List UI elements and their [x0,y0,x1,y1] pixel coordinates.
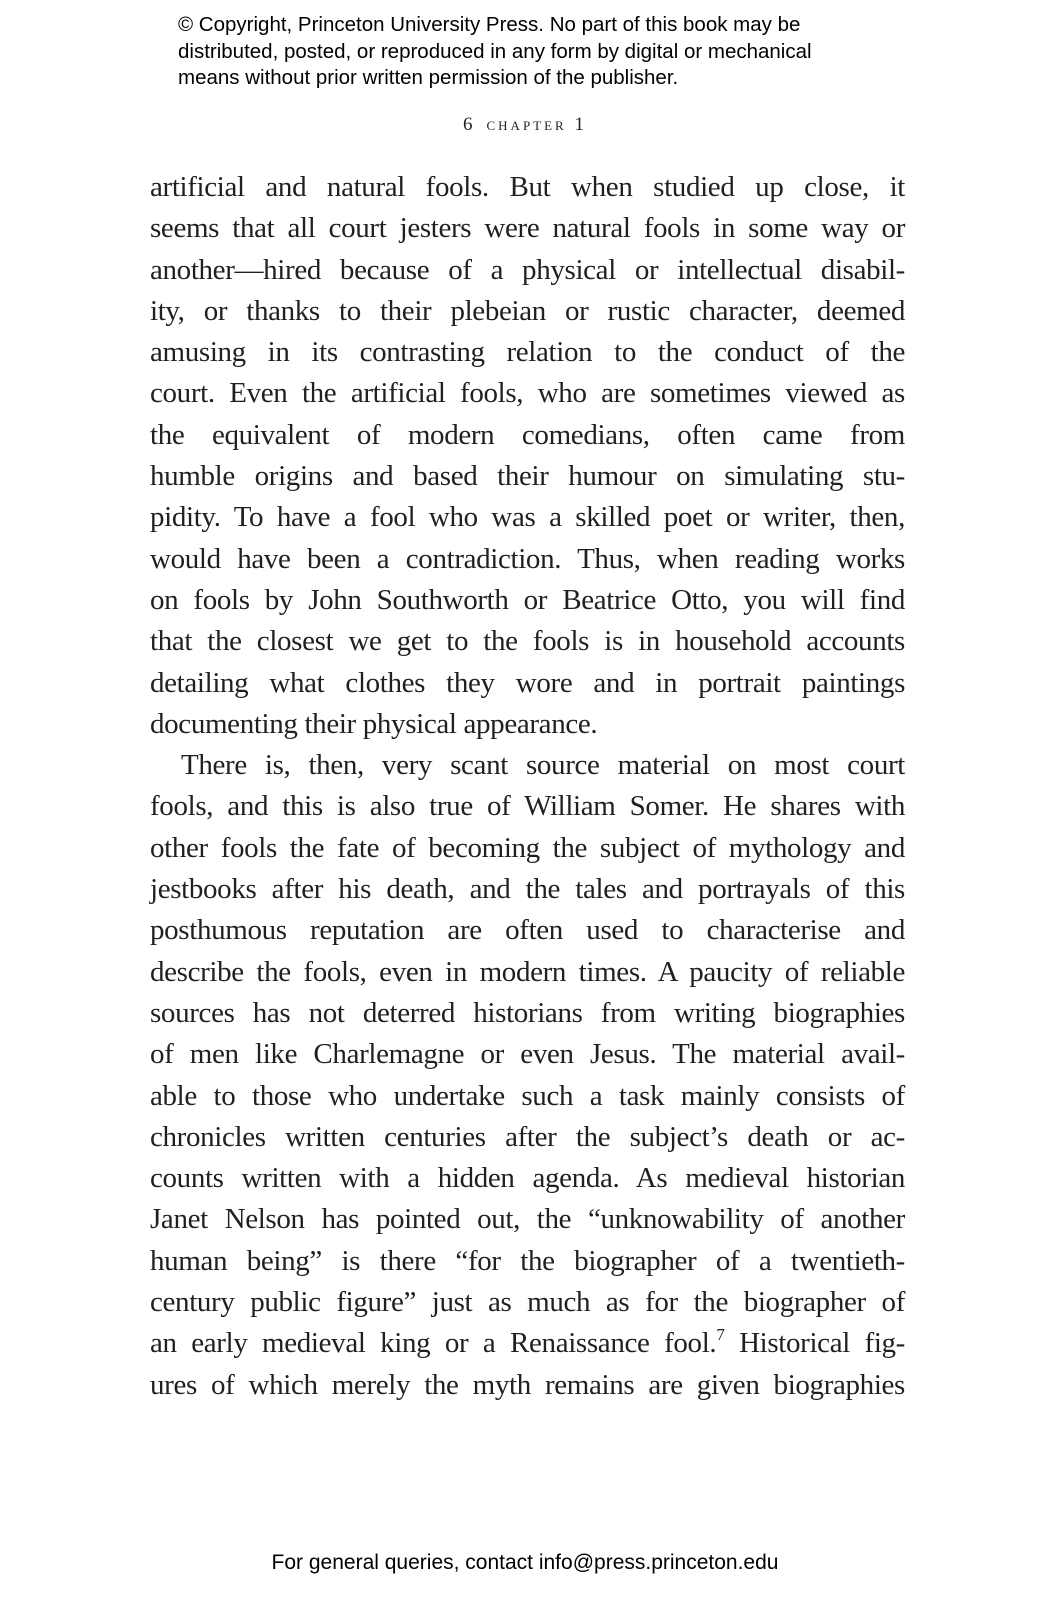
chapter-label: chapter 1 [486,114,587,135]
text-line: humble origins and based their humour on simulating stu- [150,460,905,493]
text-line: counts written with a hidden agenda. As medieval historian [150,1162,905,1195]
text-line: human being” is there “for the biographer of a twentieth- [150,1244,905,1277]
copyright-notice [178,12,898,92]
text-line: of men like Charlemagne or even Jesus. The material avail- [150,1038,905,1071]
text-line: that the closest we get to the fools is in household accounts [150,625,905,658]
text-line: ures of which merely the myth remains are given biographies [150,1368,905,1401]
paragraph [150,745,905,1406]
copyright-line: means without prior written permission of the publisher. [178,66,679,89]
copyright-line: distributed, posted, or reproduced in any form by digital or mechanical [178,39,812,63]
footnote-marker[interactable]: 7 [716,1324,725,1344]
footer-contact: For general queries, contact info@press.princeton.edu [271,1551,779,1574]
text-line: detailing what clothes they wore and in portrait paintings [150,666,905,699]
copyright-line: © Copyright, Princeton University Press. No part of this book may be [178,13,801,36]
text-line: the equivalent of modern comedians, often came from [150,418,905,451]
text-line: fools, and this is also true of William Somer. He shares with [150,790,905,823]
text-line: chronicles written centuries after the subject’s death or ac- [150,1120,905,1153]
paragraph [150,167,905,745]
page-number: 6 [463,114,473,135]
text-line [150,1323,905,1364]
text-fragment: an early medieval king or a Renaissance fool. [150,1327,717,1360]
text-line: amusing in its contrasting relation to the conduct of the [150,336,905,369]
text-line: another—hired because of a physical or intellectual disabil- [150,253,905,286]
text-line: posthumous reputation are often used to characterise and [150,914,905,947]
text-line: pidity. To have a fool who was a skilled poet or writer, then, [150,501,905,534]
running-head [0,114,1050,136]
text-line: There is, then, very scant source material on most court [181,749,905,782]
text-line: ity, or thanks to their plebeian or rustic character, deemed [150,294,905,327]
text-line: documenting their physical appearance. [150,707,598,740]
text-line: describe the fools, even in modern times. A paucity of reliable [150,955,905,988]
text-line: century public figure” just as much as for the biographer of [150,1286,905,1319]
text-line: artificial and natural fools. But when studied up close, it [150,171,905,203]
body-text [150,167,905,1406]
text-line: able to those who undertake such a task mainly consists of [150,1079,905,1112]
text-line: other fools the fate of becoming the subject of mythology and [150,831,905,864]
text-line: on fools by John Southworth or Beatrice Otto, you will find [150,583,905,616]
text-fragment: Historical fig- [724,1327,905,1360]
text-line: sources has not deterred historians from writing biographies [150,996,905,1029]
text-line: jestbooks after his death, and the tales and portrayals of this [150,873,905,906]
text-line: seems that all court jesters were natural fools in some way or [150,212,905,245]
text-line: court. Even the artificial fools, who are sometimes viewed as [150,377,905,410]
text-line: Janet Nelson has pointed out, the “unknowability of another [150,1203,905,1236]
text-line: would have been a contradiction. Thus, when reading works [150,542,905,575]
